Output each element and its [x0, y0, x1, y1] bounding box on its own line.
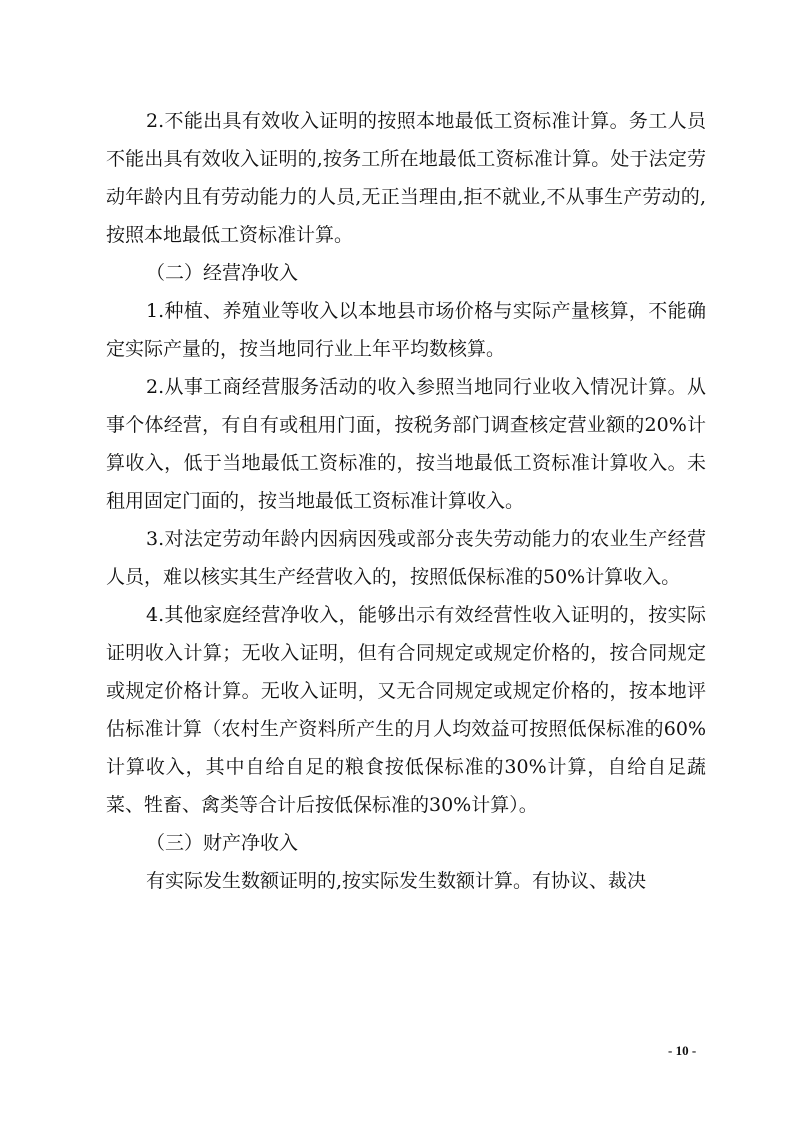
section-heading-business-income: （二）经营净收入: [146, 262, 299, 284]
document-body: [106, 102, 706, 900]
paragraph-commercial-income: 2.从事工商经营服务活动的收入参照当地同行业收入情况计算。从事个体经营，有自有或租用门面，按税务部门调查核定营业额的20%计算收入，低于当地最低工资标准的，按当地最低工资标准计算收入。未租用固定门面的，按当地最低工资标准计算收入。: [106, 376, 706, 512]
paragraph-property-income: 有实际发生数额证明的,按实际发生数额计算。有协议、裁决: [146, 870, 647, 892]
paragraph-disabled-workers: 3.对法定劳动年龄内因病因残或部分丧失劳动能力的农业生产经营人员，难以核实其生产经营收入的，按照低保标准的50%计算收入。: [106, 528, 706, 588]
paragraph-wage-standard: 2.不能出具有效收入证明的按照本地最低工资标准计算。务工人员不能出具有效收入证明的,按务工所在地最低工资标准计算。处于法定劳动年龄内且有劳动能力的人员,无正当理由,拒不就业,不从事生产劳动的,按照本地最低工资标准计算。: [106, 110, 706, 246]
paragraph-other-business-income: 4.其他家庭经营净收入，能够出示有效经营性收入证明的，按实际证明收入计算；无收入证明，但有合同规定或规定价格的，按合同规定或规定价格计算。无收入证明，又无合同规定或规定价格的，按本地评估标准计算（农村生产资料所产生的月人均效益可按照低保标准的60%计算收入，其中自给自足的粮食按低保标准的30%计算，自给自足蔬菜、牲畜、禽类等合计后按低保标准的30%计算）。: [106, 604, 706, 816]
paragraph-farming-income: 1.种植、养殖业等收入以本地县市场价格与实际产量核算，不能确定实际产量的，按当地同行业上年平均数核算。: [106, 300, 706, 360]
page-number: - 10 -: [668, 1043, 697, 1058]
section-heading-property-income: （三）财产净收入: [146, 832, 299, 854]
